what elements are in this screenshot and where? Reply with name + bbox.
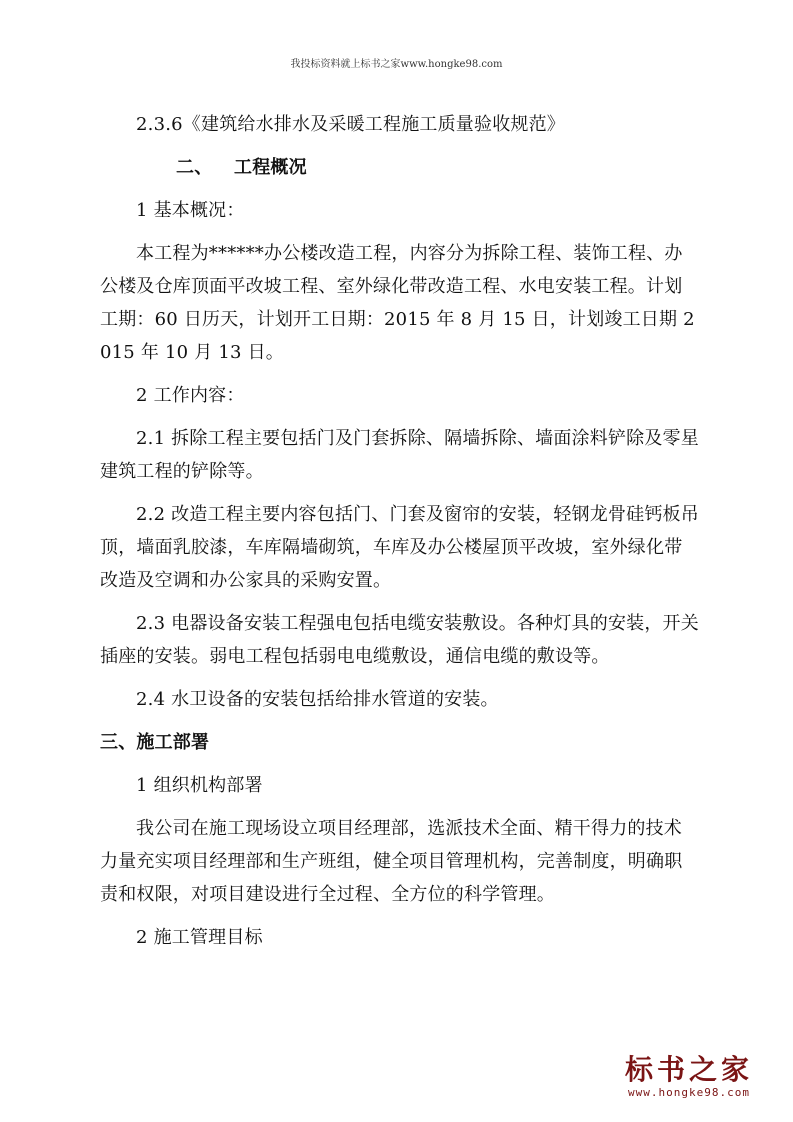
- brand-logo: [609, 1054, 769, 1100]
- paragraph-electrical: 2.3 电器设备安装工程强电包括电缆安装敷设。各种灯具的安装，开关插座的安装。弱电工程包括弱电电缆敷设，通信电缆的敷设等。: [100, 613, 699, 667]
- paragraph-plumbing: 2.4 水卫设备的安装包括给排水管道的安装。: [136, 689, 499, 710]
- logo-title: 标书之家: [624, 1053, 753, 1086]
- paragraph-basic: 本工程为******办公楼改造工程，内容分为拆除工程、装饰工程、办公楼及仓库顶面平改坡工程、室外绿化带改造工程、水电安装工程。计划工期：60 日历天，计划开工日期：2015 年 8 月 15 日，计划竣工日期 2015 年 10 月 13 日。: [100, 243, 695, 363]
- subheading-goals: 2 施工管理目标: [136, 927, 263, 948]
- paragraph-demolition: 2.1 拆除工程主要包括门及门套拆除、隔墙拆除、墙面涂料铲除及零星建筑工程的铲除等。: [100, 428, 699, 482]
- logo-url: www.hongke98.com: [628, 1086, 750, 1099]
- document-body: [100, 108, 700, 954]
- subheading-basic: 1 基本概况：: [136, 200, 245, 221]
- subheading-work: 2 工作内容：: [136, 385, 245, 406]
- reference-item: 2.3.6《建筑给水排水及采暖工程施工质量验收规范》: [136, 114, 565, 135]
- section-heading-deployment: 三、施工部署: [100, 732, 210, 753]
- section-title: 工程概况: [234, 157, 307, 178]
- paragraph-organization: 我公司在施工现场设立项目经理部，选派技术全面、精干得力的技术力量充实项目经理部和生产班组，健全项目管理机构，完善制度，明确职责和权限，对项目建设进行全过程、全方位的科学管理。: [100, 818, 683, 905]
- paragraph-renovation: 2.2 改造工程主要内容包括门、门套及窗帘的安装，轻钢龙骨硅钙板吊顶，墙面乳胶漆，车库隔墙砌筑，车库及办公楼屋顶平改坡，室外绿化带改造及空调和办公家具的采购安置。: [100, 504, 699, 591]
- section-heading-overview: [100, 151, 700, 184]
- section-number: 二、: [176, 157, 213, 178]
- subheading-organization: 1 组织机构部署: [136, 775, 263, 796]
- page-header: 我投标资料就上标书之家www.hongke98.com: [290, 59, 503, 70]
